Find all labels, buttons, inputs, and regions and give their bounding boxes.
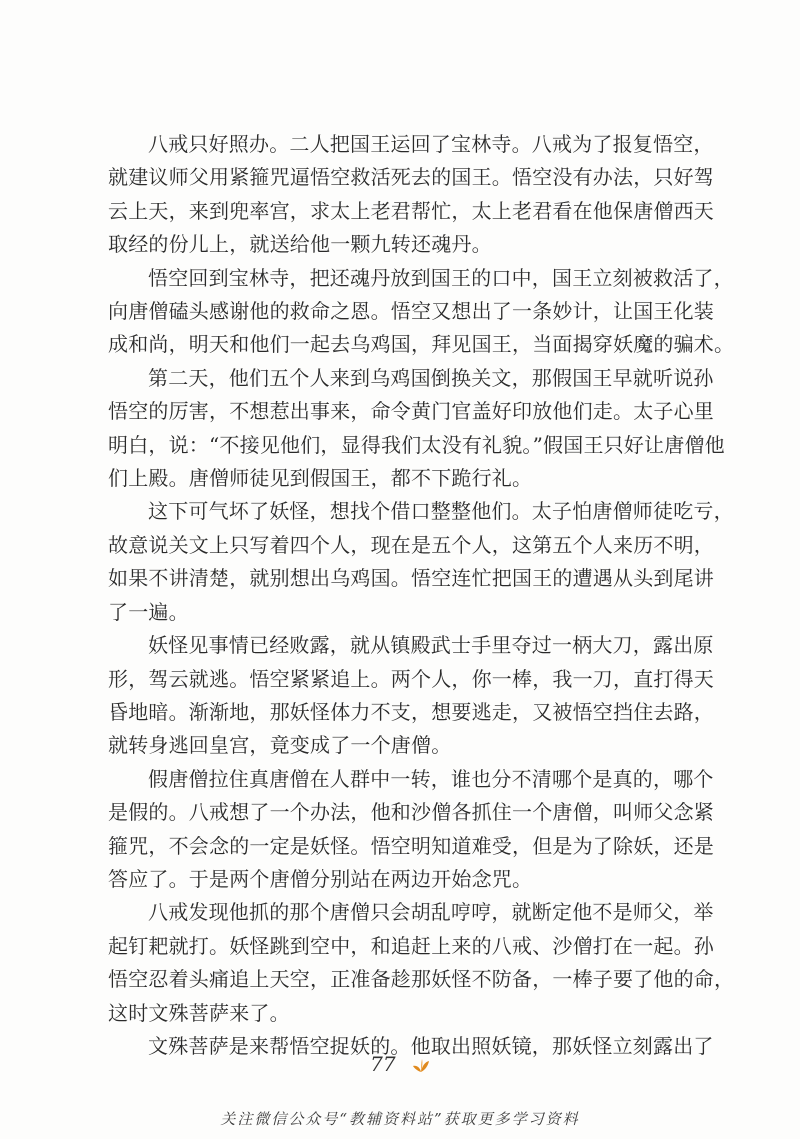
paragraph bbox=[108, 763, 714, 897]
text-line: 成和尚，明天和他们一起去乌鸡国，拜见国王，当面揭穿妖魔的骗术。 bbox=[108, 332, 735, 357]
text-line: 假唐僧拉住真唐僧在人群中一转，谁也分不清哪个是真的，哪个 bbox=[148, 766, 714, 791]
text-line: 取经的份儿上，就送给他一颗九转还魂丹。 bbox=[108, 232, 492, 257]
text-line: 就转身逃回皇宫，竟变成了一个唐僧。 bbox=[108, 733, 452, 758]
text-line: 云上天，来到兜率宫，求太上老君帮忙，太上老君看在他保唐僧西天 bbox=[108, 198, 714, 223]
paragraph bbox=[108, 495, 734, 629]
text-line: 第二天，他们五个人来到乌鸡国倒换关文，那假国王早就听说孙 bbox=[148, 365, 714, 390]
text-line: 是假的。八戒想了一个办法，他和沙僧各抓住一个唐僧，叫师父念紧 bbox=[108, 800, 714, 825]
text-line: 八戒只好照办。二人把国王运回了宝林寺。八戒为了报复悟空， bbox=[148, 132, 714, 156]
text-line: 就建议师父用紧箍咒逼悟空救活死去的国王。悟空没有办法，只好驾 bbox=[108, 165, 714, 190]
page-number-area bbox=[0, 1052, 800, 1078]
text-line: 箍咒，不会念的一定是妖怪。悟空明知道难受，但是为了除妖，还是 bbox=[108, 833, 714, 858]
paragraph bbox=[108, 362, 725, 496]
text-line: 起钉耙就打。妖怪跳到空中，和追赶上来的八戒、沙僧打在一起。孙 bbox=[108, 933, 714, 958]
text-line: 悟空回到宝林寺，把还魂丹放到国王的口中，国王立刻被救活了， bbox=[148, 265, 734, 290]
text-line: 悟空的厉害，不想惹出事来，命令黄门官盖好印放他们走。太子心里 bbox=[108, 399, 714, 424]
paragraph bbox=[108, 128, 714, 262]
text-line: 们上殿。唐僧师徒见到假国王，都不下跪行礼。 bbox=[108, 466, 533, 491]
page-number: 77 bbox=[370, 1052, 396, 1076]
text-line: 答应了。于是两个唐僧分别站在两边开始念咒。 bbox=[108, 866, 533, 891]
text-line: 八戒发现他抓的那个唐僧只会胡乱哼哼，就断定他不是师父，举 bbox=[148, 900, 714, 925]
text-line: 昏地暗。渐渐地，那妖怪体力不支，想要逃走，又被悟空挡住去路， bbox=[108, 699, 714, 724]
text-line: 悟空忍着头痛追上天空，正准备趁那妖怪不防备，一棒子要了他的命， bbox=[108, 967, 735, 992]
paragraph bbox=[108, 629, 714, 763]
text-line: 明白，说：“不接见他们，显得我们太没有礼貌。”假国王只好让唐僧他 bbox=[108, 432, 725, 457]
footer-watermark-note: 关注微信公众号“教辅资料站”获取更多学习资料 bbox=[220, 1110, 580, 1128]
text-line: 这下可气坏了妖怪，想找个借口整整他们。太子怕唐僧师徒吃亏， bbox=[148, 499, 734, 524]
text-line: 故意说关文上只写着四个人，现在是五个人，这第五个人来历不明， bbox=[108, 532, 714, 557]
text-line: 向唐僧磕头感谢他的救命之恩。悟空又想出了一条妙计，让国王化装 bbox=[108, 299, 714, 324]
text-line: 妖怪见事情已经败露，就从镇殿武士手里夺过一柄大刀，露出原 bbox=[148, 633, 714, 658]
text-line: 这时文殊菩萨来了。 bbox=[108, 1000, 290, 1025]
paragraph bbox=[108, 896, 735, 1030]
text-line: 文殊菩萨是来帮悟空捉妖的。他取出照妖镜，那妖怪立刻露出了 bbox=[148, 1033, 714, 1058]
story-text bbox=[108, 128, 735, 1063]
leaf-sprout-icon bbox=[412, 1054, 430, 1078]
text-line: 如果不讲清楚，就别想出乌鸡国。悟空连忙把国王的遭遇从头到尾讲 bbox=[108, 566, 714, 591]
paragraph bbox=[108, 262, 735, 362]
text-line: 了一遍。 bbox=[108, 599, 189, 624]
text-line: 形，驾云就逃。悟空紧紧追上。两个人，你一棒，我一刀，直打得天 bbox=[108, 666, 714, 691]
